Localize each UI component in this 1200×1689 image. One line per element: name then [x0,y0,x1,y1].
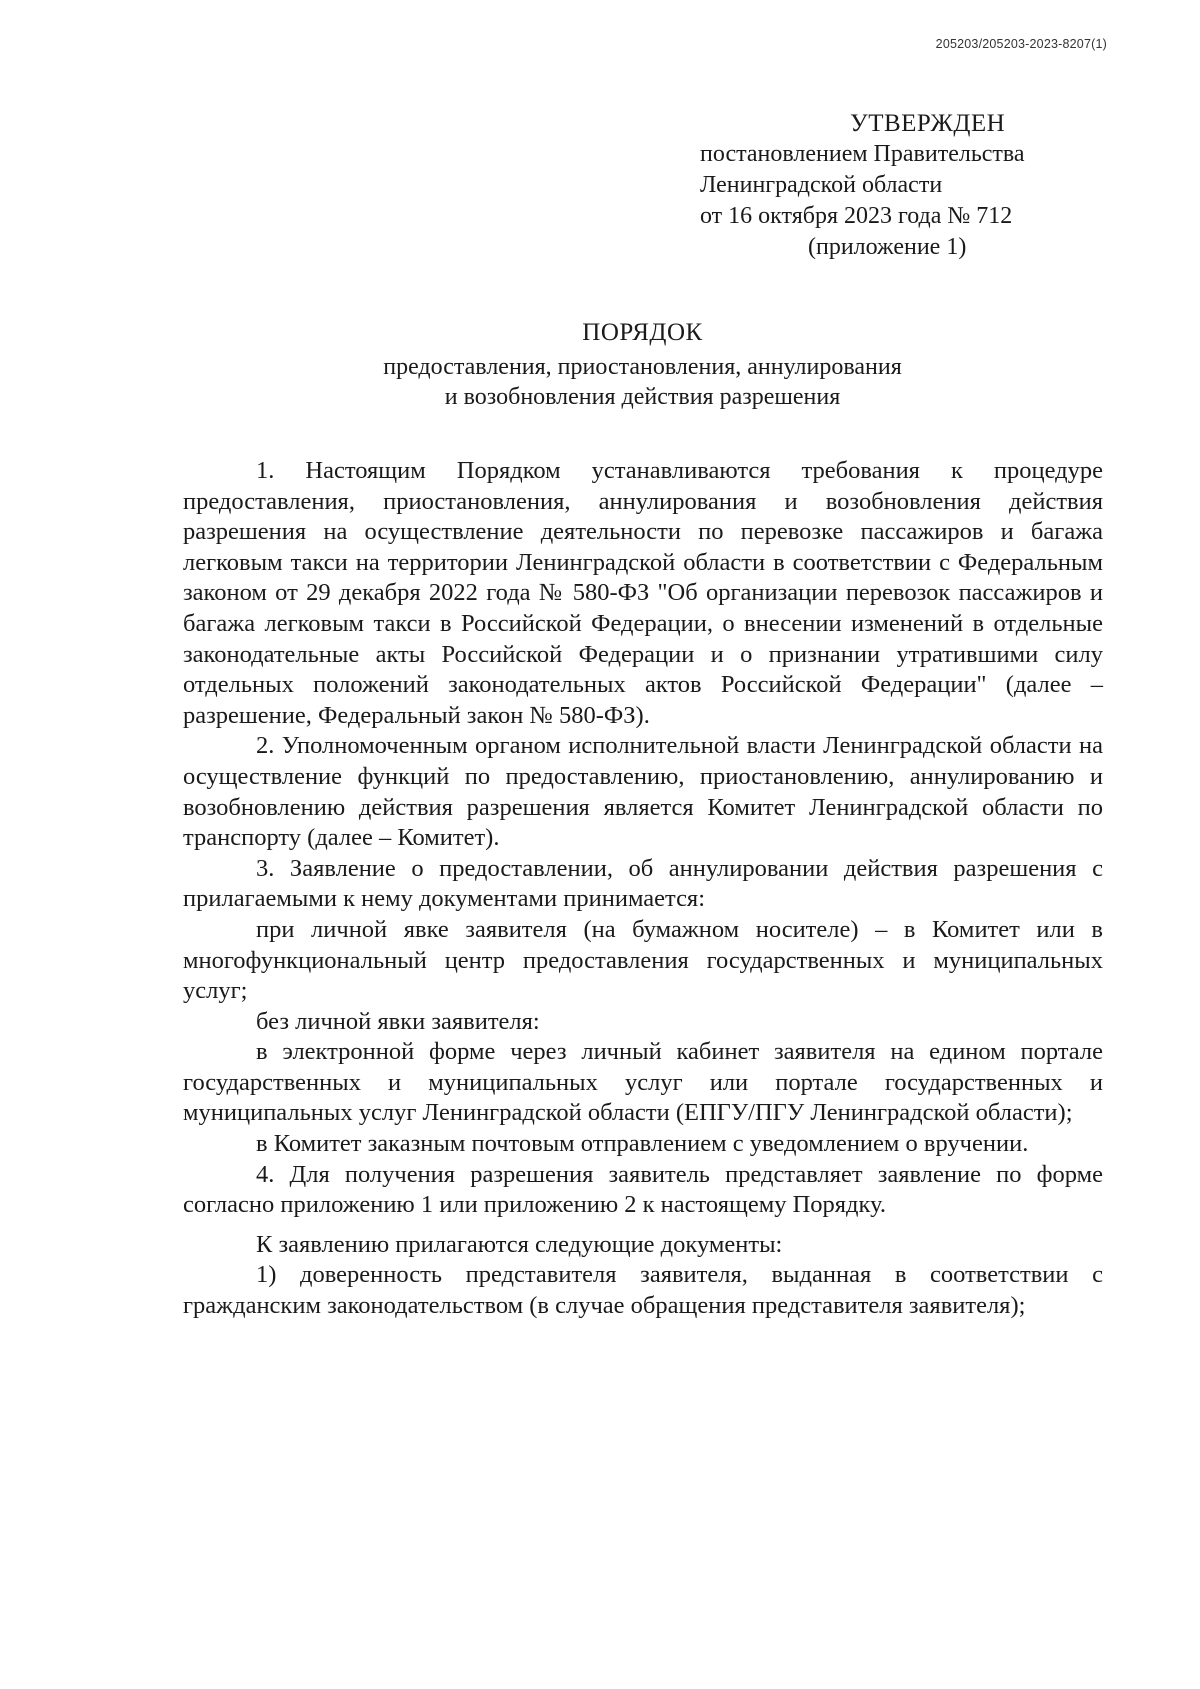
paragraph-3-mail: в Комитет заказным почтовым отправлением с уведомлением о вручении. [256,1130,1029,1158]
paragraph-2: 2. Уполномоченным органом исполнительной власти Ленинградской области на осуществление функций по предоставлению, приостановлению, аннулированию и возобновлению действия разрешения является Комитет Ленинградской области по транспорту (далее – Комитет). [183,732,1103,852]
document-title: ПОРЯДОК [582,319,703,346]
approval-stamp [700,108,1120,263]
paragraph-3-in-person: при личной явке заявителя (на бумажном носителе) – в Комитет или в многофункциональный центр предоставления государственных и муниципальных услуг; [183,915,1103,1005]
paragraph-1: 1. Настоящим Порядком устанавливаются требования к процедуре предоставления, приостановления, аннулирования и возобновления действия разрешения на осуществление деятельности по перевозке пассажиров и багажа легковым такси на территории Ленинградской области в соответствии с Федеральным законом от 29 декабря 2022 года № 580-ФЗ "Об организации перевозок пассажиров и багажа легковым такси в Российской Федерации, о внесении изменений в отдельные законодательные акты Российской Федерации и о признании утратившими силу отдельных положений законодательных актов Российской Федерации" (далее – разрешение, Федеральный закон № 580-ФЗ). [183,457,1103,729]
approval-line-region: Ленинградской области [700,172,943,198]
document-id: 205203/205203-2023-8207(1) [935,37,1107,51]
document-heading [180,318,1105,412]
paragraph-3-electronic: в электронной форме через личный кабинет заявителя на едином портале государственных и муниципальных услуг или портале государственных и муниципальных услуг Ленинградской области (ЕПГУ/ПГУ Ленинградской области); [183,1038,1103,1127]
document-subtitle-line-1: предоставления, приостановления, аннулирования [383,354,902,380]
approval-line-date: от 16 октября 2023 года № 712 [700,203,1013,229]
approval-line-resolution: постановлением Правительства [700,141,1025,167]
document-subtitle-line-2: и возобновления действия разрешения [444,384,841,410]
paragraph-4-attachments: К заявлению прилагаются следующие документы: [256,1230,783,1258]
document-body [183,456,1103,1322]
approval-title: УТВЕРЖДЕН [850,110,1006,137]
paragraph-3: 3. Заявление о предоставлении, об аннулировании действия разрешения с прилагаемыми к нему документами принимается: [183,854,1103,913]
paragraph-3-remote: без личной явки заявителя: [256,1007,540,1035]
paragraph-4: 4. Для получения разрешения заявитель представляет заявление по форме согласно приложению 1 или приложению 2 к настоящему Порядку. [183,1160,1103,1219]
attachment-item-1: 1) доверенность представителя заявителя, выданная в соответствии с гражданским законодательством (в случае обращения представителя заявителя); [183,1261,1103,1320]
approval-appendix-note: (приложение 1) [808,234,967,260]
